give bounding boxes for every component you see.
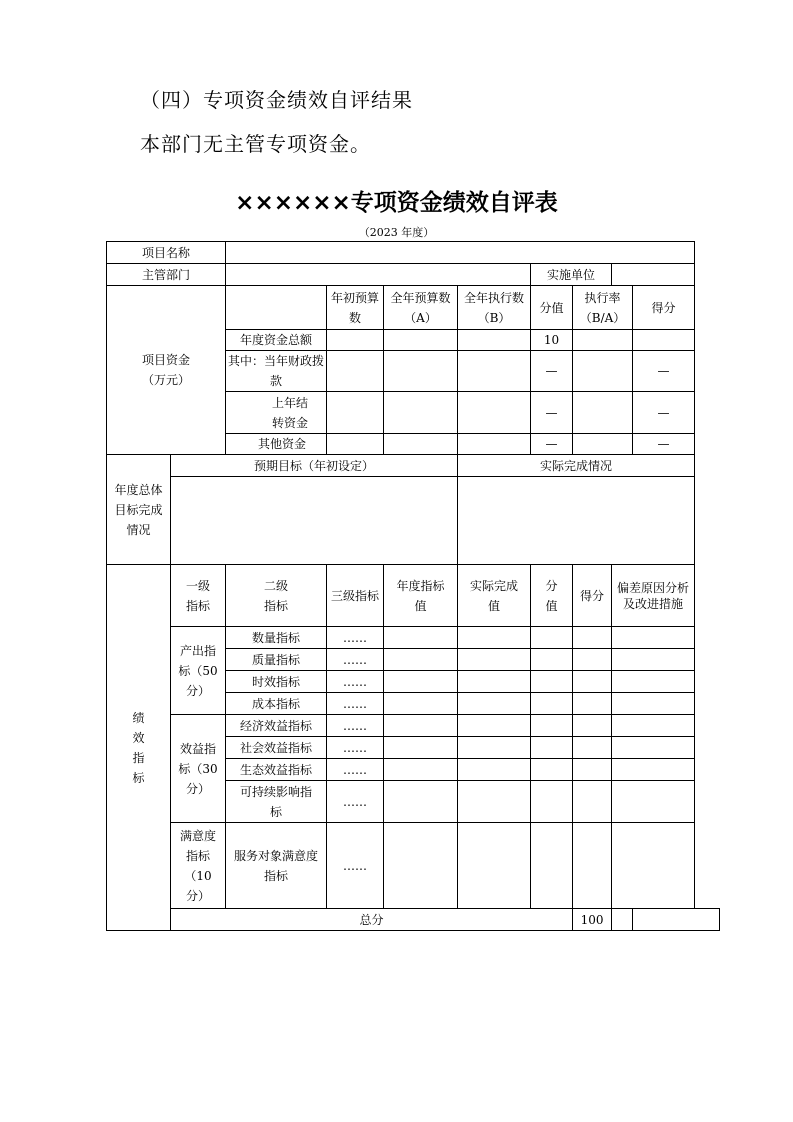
dept-value [226, 264, 531, 286]
table-row [107, 477, 720, 565]
body-text: 本部门无主管专项资金。 [140, 132, 371, 156]
ind-social: 社会效益指标 [226, 737, 327, 759]
table-row [107, 242, 720, 264]
ellipsis: …… [327, 737, 384, 759]
table-row [107, 823, 720, 909]
perf-label: 绩效指标 [107, 565, 171, 931]
form-year: （2023 年度） [358, 226, 435, 239]
dash: — [633, 392, 695, 434]
project-name-label: 项目名称 [107, 242, 226, 264]
row-carryover: 上年结转资金 [226, 392, 327, 434]
impl-unit-value [612, 264, 695, 286]
satisfaction-indicator: 满意度指标（10分） [171, 823, 226, 909]
goal-expected-header: 预期目标（年初设定） [171, 455, 458, 477]
col-perf-score: 得分 [573, 565, 612, 627]
col-perf-score-value: 分值 [531, 565, 573, 627]
section-heading: （四）专项资金绩效自评结果 [140, 88, 413, 112]
dept-label: 主管部门 [107, 264, 226, 286]
ind-service-satisfaction: 服务对象满意度指标 [226, 823, 327, 909]
table-row [107, 627, 720, 649]
row-other: 其他资金 [226, 434, 327, 455]
total-funds-score: 10 [531, 330, 573, 351]
table-row [107, 286, 720, 330]
funds-label: 项目资金 （万元） [107, 286, 226, 455]
goal-label: 年度总体目标完成情况 [107, 455, 171, 565]
project-name-value [226, 242, 695, 264]
col-score: 得分 [633, 286, 695, 330]
ellipsis: …… [327, 671, 384, 693]
col-level2: 二级指标 [226, 565, 327, 627]
col-exec-rate: 执行率（B/A） [573, 286, 633, 330]
table-row [107, 909, 720, 931]
row-total-funds: 年度资金总额 [226, 330, 327, 351]
dash: — [633, 351, 695, 392]
form-title: ××××××专项资金绩效自评表 [235, 190, 558, 216]
evaluation-table [106, 241, 720, 931]
col-annual-target: 年度指标值 [384, 565, 458, 627]
ind-sustainable: 可持续影响指标 [226, 781, 327, 823]
total-score: 100 [573, 909, 612, 931]
ellipsis: …… [327, 693, 384, 715]
col-actual-value: 实际完成值 [458, 565, 531, 627]
ind-cost: 成本指标 [226, 693, 327, 715]
ellipsis: …… [327, 823, 384, 909]
dash: — [633, 434, 695, 455]
table-row [107, 264, 720, 286]
col-annual-exec: 全年执行数（B） [458, 286, 531, 330]
ellipsis: …… [327, 649, 384, 671]
table-row [107, 715, 720, 737]
dash: — [531, 392, 573, 434]
col-annual-budget: 全年预算数（A） [384, 286, 458, 330]
funds-blank-header [226, 286, 327, 330]
col-level3: 三级指标 [327, 565, 384, 627]
col-score-value: 分值 [531, 286, 573, 330]
row-fiscal: 其中：当年财政拨款 [226, 351, 327, 392]
table-row [107, 455, 720, 477]
ellipsis: …… [327, 781, 384, 823]
dash: — [531, 351, 573, 392]
ind-quantity: 数量指标 [226, 627, 327, 649]
goal-actual-value [458, 477, 695, 565]
ellipsis: …… [327, 715, 384, 737]
col-initial-budget: 年初预算数 [327, 286, 384, 330]
goal-expected-value [171, 477, 458, 565]
col-level1: 一级指标 [171, 565, 226, 627]
ellipsis: …… [327, 627, 384, 649]
ind-timeliness: 时效指标 [226, 671, 327, 693]
ind-quality: 质量指标 [226, 649, 327, 671]
col-deviation: 偏差原因分析及改进措施 [612, 565, 695, 627]
ind-ecological: 生态效益指标 [226, 759, 327, 781]
ellipsis: …… [327, 759, 384, 781]
dash: — [531, 434, 573, 455]
goal-actual-header: 实际完成情况 [458, 455, 695, 477]
benefit-indicator: 效益指标（30分） [171, 715, 226, 823]
impl-unit-label: 实施单位 [531, 264, 612, 286]
output-indicator: 产出指标（50分） [171, 627, 226, 715]
table-row [107, 565, 720, 627]
total-label: 总分 [171, 909, 573, 931]
ind-economic: 经济效益指标 [226, 715, 327, 737]
